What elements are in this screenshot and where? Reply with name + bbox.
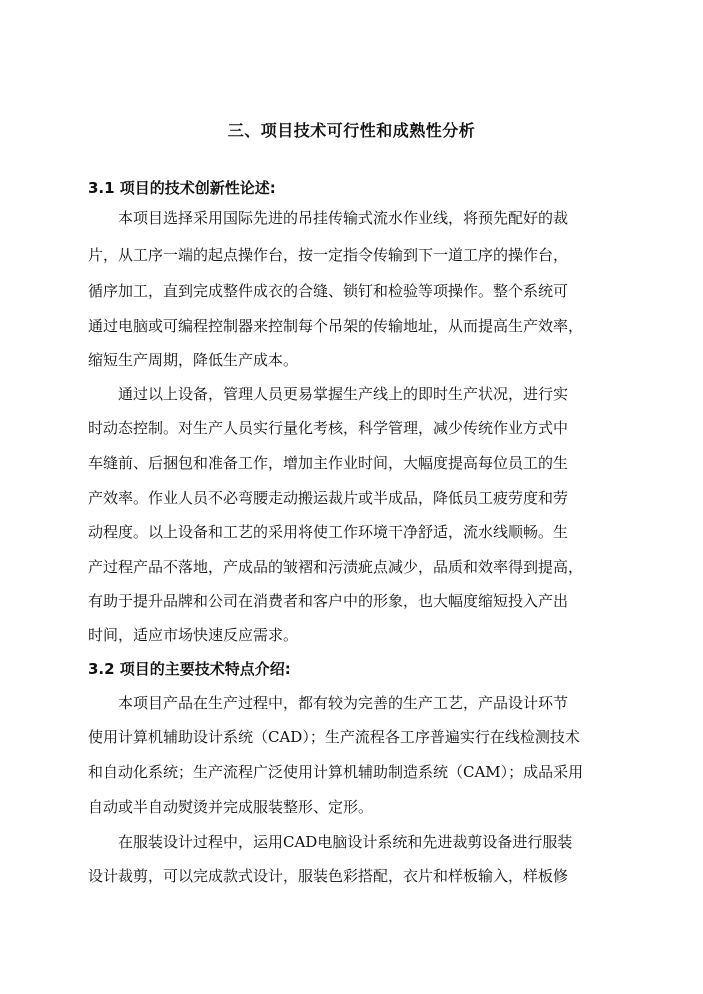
- paragraph-line: 动程度。以上设备和工艺的采用将使工作环境干净舒适，流水线顺畅。生: [88, 523, 569, 541]
- paragraph-line: 在服装设计过程中，运用CAD电脑设计系统和先进裁剪设备进行服装: [118, 833, 573, 851]
- paragraph-line: 本项目选择采用国际先进的吊挂传输式流水作业线，将预先配好的裁: [118, 209, 569, 227]
- paragraph-line: 时动态控制。对生产人员实行量化考核，科学管理，减少传统作业方式中: [88, 419, 569, 437]
- paragraph-line: 设计裁剪，可以完成款式设计，服装色彩搭配，衣片和样板输入，样板修: [88, 867, 569, 885]
- paragraph-line: 时间，适应市场快速反应需求。: [88, 626, 299, 644]
- paragraph-line: 片，从工序一端的起点操作台，按一定指令传输到下一道工序的操作台，: [88, 246, 569, 264]
- section-heading-3-1: 3.1 项目的技术创新性论述:: [88, 179, 276, 197]
- paragraph-line: 循序加工，直到完成整件成衣的合缝、锁钉和检验等项操作。整个系统可: [88, 282, 569, 300]
- section-heading-3-2: 3.2 项目的主要技术特点介绍:: [88, 660, 291, 678]
- paragraph-line: 和自动化系统；生产流程广泛使用计算机辅助制造系统（CAM）；成品采用: [88, 763, 584, 781]
- paragraph-line: 自动或半自动熨烫并完成服装整形、定形。: [88, 798, 374, 816]
- paragraph-line: 本项目产品在生产过程中，都有较为完善的生产工艺，产品设计环节: [118, 694, 569, 712]
- paragraph-line: 有助于提升品牌和公司在消费者和客户中的形象，也大幅度缩短投入产出: [88, 592, 569, 610]
- paragraph-line: 产效率。作业人员不必弯腰走动搬运裁片或半成品，降低员工疲劳度和劳: [88, 489, 569, 507]
- paragraph-line: 使用计算机辅助设计系统（CAD）；生产流程各工序普遍实行在线检测技术: [88, 728, 580, 746]
- paragraph-line: 产过程产品不落地，产成品的皱褶和污渍疵点减少，品质和效率得到提高，: [88, 558, 584, 576]
- paragraph-line: 缩短生产周期，降低生产成本。: [88, 351, 299, 369]
- paragraph-line: 车缝前、后捆包和准备工作，增加主作业时间，大幅度提高每位员工的生: [88, 454, 569, 472]
- page-title: 三、项目技术可行性和成熟性分析: [227, 121, 476, 140]
- paragraph-line: 通过以上设备，管理人员更易掌握生产线上的即时生产状况，进行实: [118, 385, 569, 403]
- paragraph-line: 通过电脑或可编程控制器来控制每个吊架的传输地址，从而提高生产效率，: [88, 317, 584, 335]
